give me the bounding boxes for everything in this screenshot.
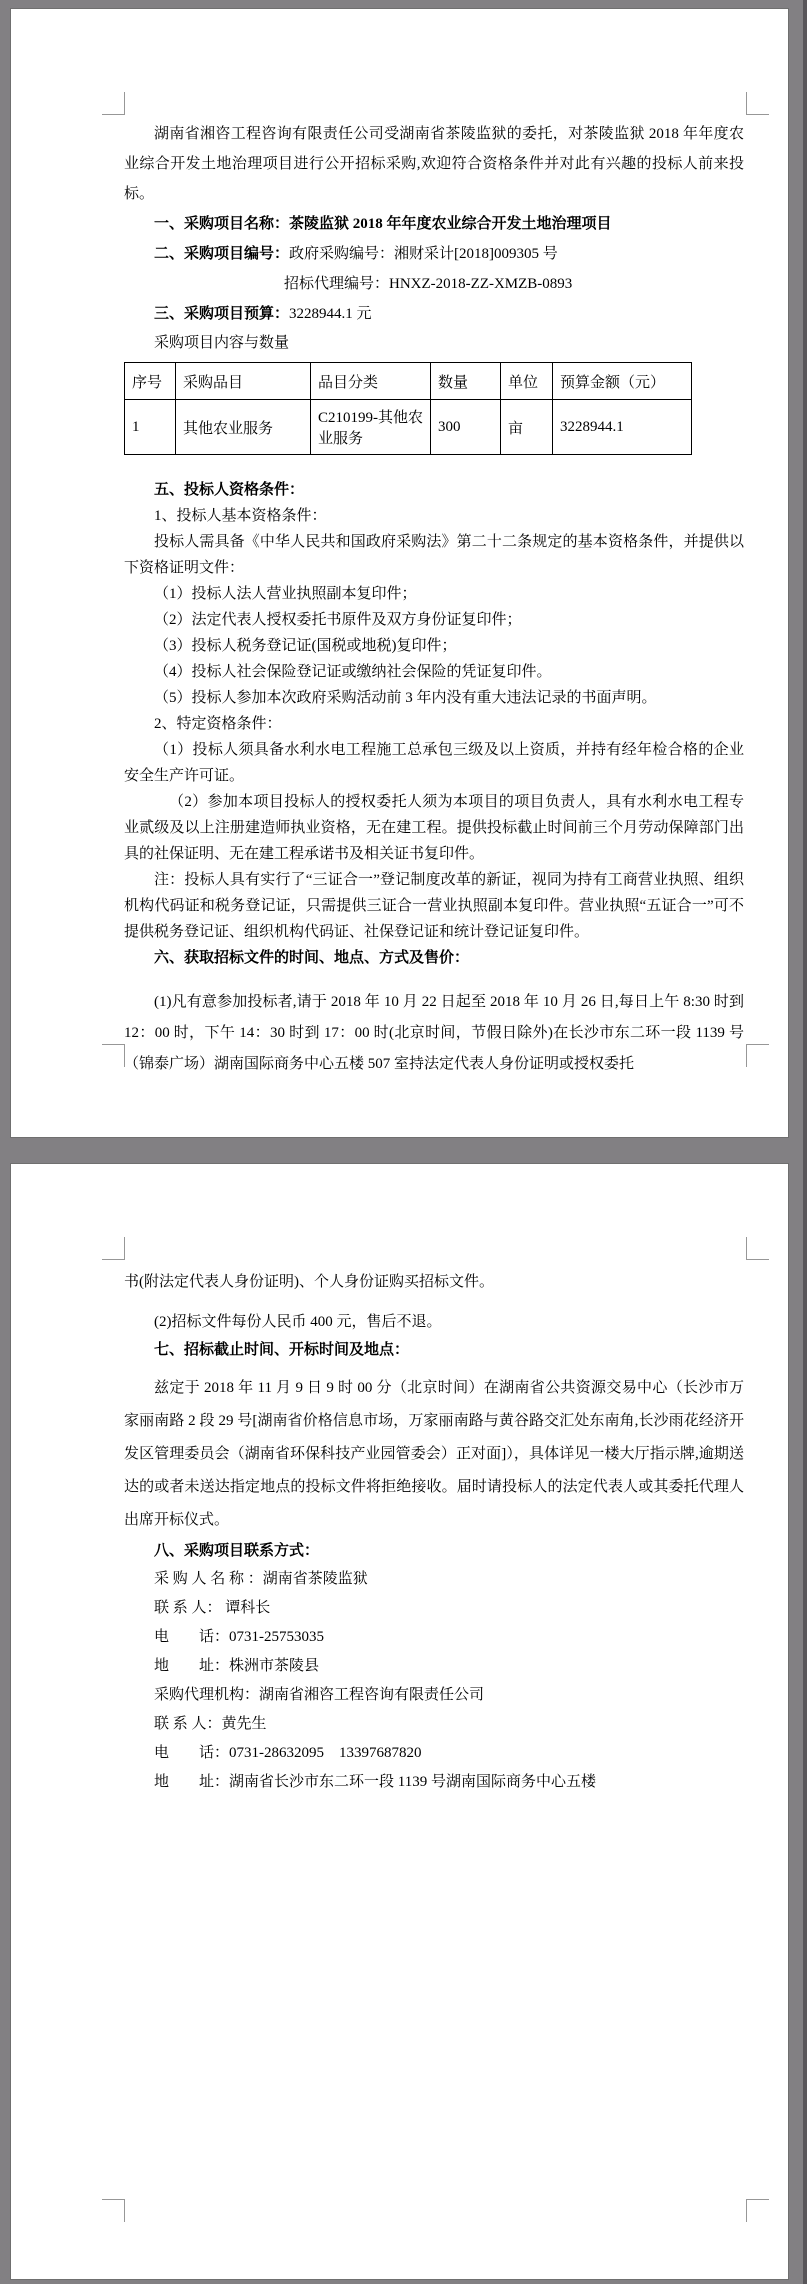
doc-paragraph [124, 1268, 744, 1296]
table-header-cell: 品目分类 [311, 363, 431, 400]
doc-paragraph-text: (1)凡有意参加投标者,请于 2018 年 10 月 22 日起至 2018 年 10 月 26 日,每日上午 8:30 时到 12：00 时，下午 14：30 时到 17：00 时(北京时间，节假日除外)在长沙市东二环一段 1139 号（锦泰广场）湖南国际商务中心五楼 507 室持法定代表人身份证明或授权委托 [124, 994, 744, 1072]
table-header-cell: 采购品目 [176, 363, 311, 400]
doc-paragraph-text: （2）法定代表人授权委托书原件及双方身份证复印件； [154, 612, 522, 628]
doc-paragraph [124, 607, 744, 633]
document-page-1[interactable] [10, 8, 789, 1138]
doc-paragraph [124, 867, 744, 945]
margin-crop-mark [102, 1237, 125, 1260]
doc-paragraph-text: （5）投标人参加本次政府采购活动前 3 年内没有重大违法记录的书面声明。 [154, 690, 657, 706]
doc-paragraph-bold-text: 六、获取招标文件的时间、地点、方式及售价： [154, 950, 470, 966]
doc-paragraph-text: 采 购 人 名 称 ：湖南省茶陵监狱 [154, 1571, 368, 1587]
doc-paragraph-text: 1、投标人基本资格条件： [154, 508, 327, 524]
doc-paragraph [124, 1565, 744, 1594]
doc-paragraph [124, 503, 744, 529]
doc-paragraph-bold-text: 五、投标人资格条件： [154, 482, 305, 498]
margin-crop-mark [102, 92, 125, 115]
doc-paragraph [124, 209, 744, 239]
doc-paragraph-text: 电 话：0731-25753035 [154, 1629, 324, 1645]
table-header-cell: 预算金额（元） [553, 363, 692, 400]
document-page-2[interactable] [10, 1163, 789, 2280]
doc-paragraph [124, 1594, 744, 1623]
page2-blocks [124, 1268, 744, 1797]
table-cell: 亩 [501, 400, 553, 455]
doc-paragraph-text: 地 址：湖南省长沙市东二环一段 1139 号湖南国际商务中心五楼 [154, 1774, 596, 1790]
doc-paragraph [124, 945, 744, 971]
doc-paragraph-text: 兹定于 2018 年 11 月 9 日 9 时 00 分（北京时间）在湖南省公共资源交易中心（长沙市万家丽南路 2 段 29 号[湖南省价格信息市场，万家丽南路与黄谷路交汇处东南角,长沙雨花经济开发区管理委员会（湖南省环保科技产业园管委会）正对面]），具体详见一楼大厅指示牌,逾期送达的或者未送达指定地点的投标文件将拒绝接收。届时请投标人的法定代表人或其委托代理人出席开标仪式。 [124, 1380, 744, 1528]
doc-paragraph [124, 711, 744, 737]
doc-paragraph-text: 招标代理编号：HNXZ-2018-ZZ-XMZB-0893 [284, 276, 573, 292]
doc-paragraph-text: 电 话：0731-28632095 13397687820 [154, 1745, 422, 1761]
doc-paragraph [124, 239, 744, 269]
doc-paragraph-bold-text: 八、采购项目联系方式： [154, 1543, 320, 1559]
doc-paragraph-bold-text: 一、采购项目名称：茶陵监狱 2018 年年度农业综合开发土地治理项目 [154, 216, 612, 232]
page1-content [124, 9, 744, 1080]
doc-paragraph-text: 政府采购编号：湘财采计[2018]009305 号 [289, 246, 558, 262]
doc-paragraph [124, 329, 744, 357]
doc-paragraph [124, 1739, 744, 1768]
page1-bottom-blocks [124, 477, 744, 1080]
doc-paragraph [124, 685, 744, 711]
doc-paragraph-text: 投标人需具备《中华人民共和国政府采购法》第二十二条规定的基本资格条件，并提供以下资格证明文件： [124, 534, 744, 576]
table-cell: 其他农业服务 [176, 400, 311, 455]
doc-paragraph [124, 789, 744, 867]
table-cell: 1 [125, 400, 176, 455]
doc-paragraph-text: （3）投标人税务登记证(国税或地税)复印件； [154, 638, 457, 654]
doc-paragraph-bold-text: 二、采购项目编号： [154, 246, 290, 262]
doc-paragraph [124, 529, 744, 581]
doc-paragraph [124, 1372, 744, 1537]
doc-paragraph-text: （4）投标人社会保险登记证或缴纳社会保险的凭证复印件。 [154, 664, 552, 680]
table-header-cell: 序号 [125, 363, 176, 400]
doc-paragraph [124, 1681, 744, 1710]
doc-paragraph [124, 1537, 744, 1565]
doc-paragraph-text: （2）参加本项目投标人的授权委托人须为本项目的项目负责人，具有水利水电工程专业贰级及以上注册建造师执业资格，无在建工程。提供投标截止时间前三个月劳动保障部门出具的社保证明、无在建工程承诺书及相关证书复印件。 [124, 794, 744, 862]
doc-paragraph [124, 737, 744, 789]
table-header-cell: 数量 [431, 363, 501, 400]
doc-paragraph-text: 湖南省湘咨工程咨询有限责任公司受湖南省茶陵监狱的委托，对茶陵监狱 2018 年年度农业综合开发土地治理项目进行公开招标采购,欢迎符合资格条件并对此有兴趣的投标人前来投标。 [124, 126, 744, 202]
doc-paragraph-text: 书(附法定代表人身份证明)、个人身份证购买招标文件。 [124, 1274, 494, 1290]
doc-paragraph [124, 633, 744, 659]
margin-crop-mark [746, 1237, 769, 1260]
doc-paragraph [124, 1652, 744, 1681]
table-header-cell: 单位 [501, 363, 553, 400]
doc-paragraph [124, 1768, 744, 1797]
doc-paragraph [124, 1308, 744, 1336]
margin-crop-mark [102, 1044, 125, 1067]
procurement-items-table [124, 362, 692, 455]
margin-crop-mark [102, 2199, 125, 2222]
doc-paragraph-text: （1）投标人须具备水利水电工程施工总承包三级及以上资质，并持有经年检合格的企业安全生产许可证。 [124, 742, 744, 784]
table-cell: C210199-其他农业服务 [311, 400, 431, 455]
doc-paragraph-text: 采购代理机构：湖南省湘咨工程咨询有限责任公司 [154, 1687, 485, 1703]
doc-paragraph [124, 581, 744, 607]
doc-paragraph [124, 269, 744, 299]
doc-paragraph-text: (2)招标文件每份人民币 400 元，售后不退。 [154, 1314, 442, 1330]
doc-paragraph-text: 联 系 人： 谭科长 [154, 1600, 271, 1616]
table-header-row [125, 363, 692, 400]
table-data-row [125, 400, 692, 455]
margin-crop-mark [746, 1044, 769, 1067]
doc-paragraph-text: 采购项目内容与数量 [154, 335, 290, 351]
doc-paragraph [124, 119, 744, 209]
margin-crop-mark [746, 2199, 769, 2222]
doc-paragraph [124, 299, 744, 329]
doc-paragraph-text: 注：投标人具有实行了“三证合一”登记制度改革的新证，视同为持有工商营业执照、组织机构代码证和税务登记证，只需提供三证合一营业执照副本复印件。营业执照“五证合一”可不提供税务登记证、组织机构代码证、社保登记证和统计登记证复印件。 [124, 872, 744, 940]
doc-paragraph-text: 地 址：株洲市茶陵县 [154, 1658, 320, 1674]
doc-paragraph [124, 477, 744, 503]
window-right-edge [803, 0, 807, 2284]
doc-paragraph [124, 1336, 744, 1364]
table-cell: 300 [431, 400, 501, 455]
doc-paragraph [124, 659, 744, 685]
doc-paragraph [124, 1710, 744, 1739]
table-cell: 3228944.1 [553, 400, 692, 455]
page2-content [124, 1164, 744, 1797]
doc-paragraph-text: 3228944.1 元 [289, 306, 372, 322]
doc-paragraph-text: 联 系 人：黄先生 [154, 1716, 267, 1732]
doc-paragraph-text: 2、特定资格条件： [154, 716, 282, 732]
doc-paragraph [124, 987, 744, 1080]
doc-paragraph-text: （1）投标人法人营业执照副本复印件； [154, 586, 417, 602]
doc-paragraph [124, 1623, 744, 1652]
margin-crop-mark [746, 92, 769, 115]
doc-paragraph-bold-text: 三、采购项目预算： [154, 306, 290, 322]
page1-top-blocks [124, 119, 744, 357]
doc-paragraph-bold-text: 七、招标截止时间、开标时间及地点： [154, 1342, 410, 1358]
